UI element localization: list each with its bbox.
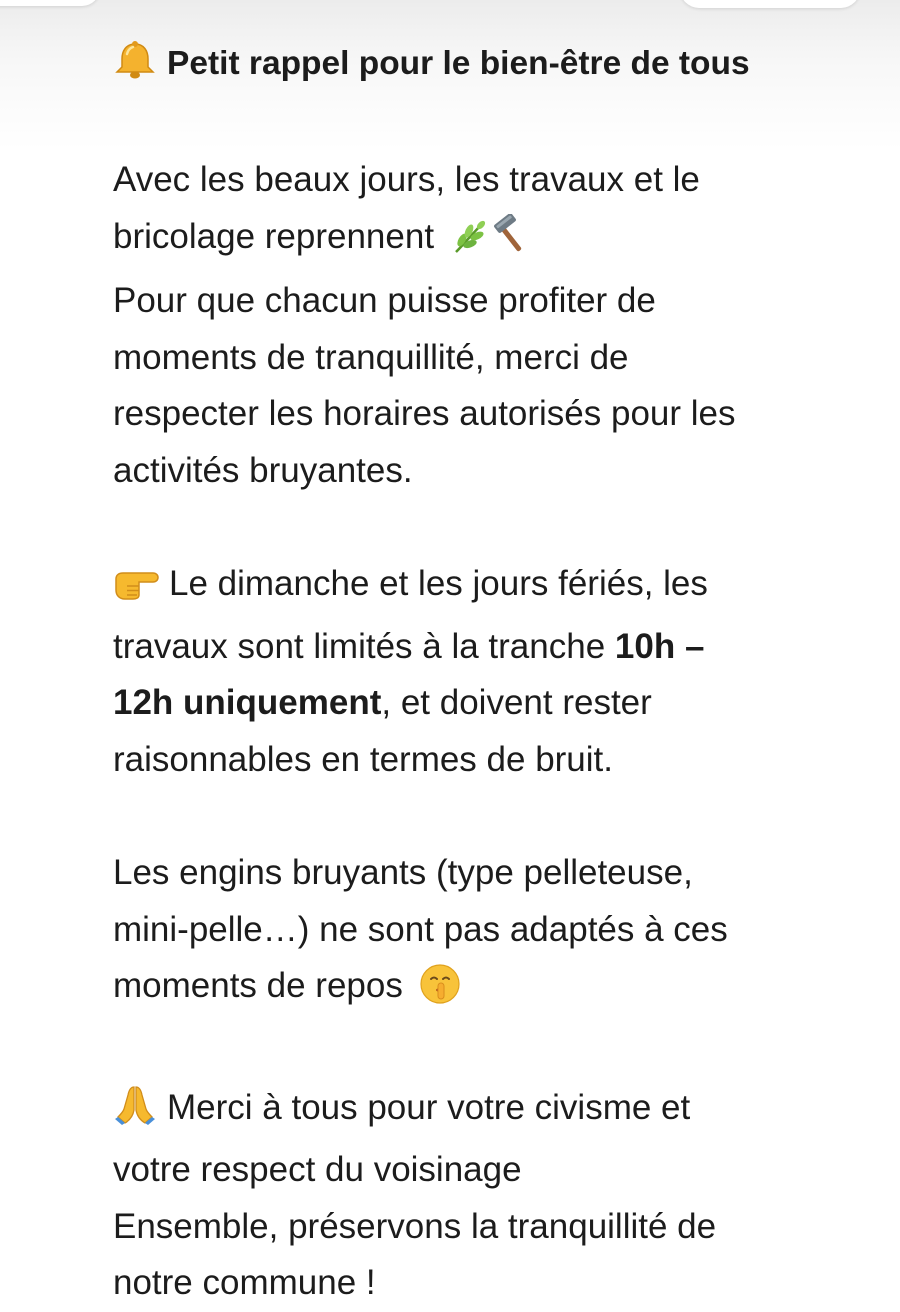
text-line [113, 675, 803, 732]
shushing-face-icon [419, 963, 461, 1023]
text-line: Les engins bruyants (type pelleteuse, [113, 853, 693, 892]
herb-icon [450, 216, 490, 274]
top-right-pill[interactable] [680, 0, 860, 8]
post-title: Petit rappel pour le bien-être de tous [167, 45, 750, 82]
text-fragment: travaux sont limités à la tranche [113, 626, 615, 666]
bell-icon [113, 40, 157, 98]
time-range-end: 12h uniquement [113, 683, 382, 722]
text-line: mini-pelle…) ne sont pas adaptés à ces [113, 909, 728, 949]
top-left-pill[interactable] [0, 0, 100, 6]
text-line: Pour que chacun puisse profiter de [113, 281, 656, 320]
text-line: Ensemble, préservons la tranquillité de [113, 1206, 717, 1246]
text-fragment: Le dimanche et les jours fériés, les [169, 564, 708, 603]
text-line-with-icons [113, 209, 803, 274]
text-line: votre respect du voisinage [113, 1150, 522, 1189]
paragraph-hours [113, 556, 803, 788]
text-line: respecter les horaires autorisés pour les [113, 394, 736, 433]
text-line: moments de tranquillité, merci de [113, 337, 629, 377]
hammer-icon [490, 214, 530, 274]
time-range-start: 10h – [614, 626, 705, 666]
text-fragment: bricolage reprennent [113, 216, 435, 256]
paragraph-intro [113, 152, 803, 499]
text-line: activités bruyantes. [113, 450, 413, 490]
text-line: Avec les beaux jours, les travaux et le [113, 160, 700, 199]
text-fragment: moments de repos [113, 966, 403, 1005]
text-fragment: Merci à tous pour votre civisme et [167, 1087, 691, 1127]
text-line-with-icon [113, 1080, 803, 1143]
text-line-with-icon [113, 556, 803, 619]
post-body [113, 36, 803, 1312]
pointing-hand-icon [113, 562, 159, 619]
post-title-row [113, 36, 803, 98]
text-line: raisonnables en termes de bruit. [113, 739, 613, 779]
text-line-with-icon [113, 958, 803, 1023]
praying-hands-icon [113, 1083, 157, 1143]
paragraph-machines [113, 845, 803, 1023]
text-line: notre commune ! [113, 1263, 376, 1302]
text-line [113, 619, 803, 676]
paragraph-thanks [113, 1080, 803, 1312]
text-fragment: , et doivent rester [381, 683, 652, 722]
